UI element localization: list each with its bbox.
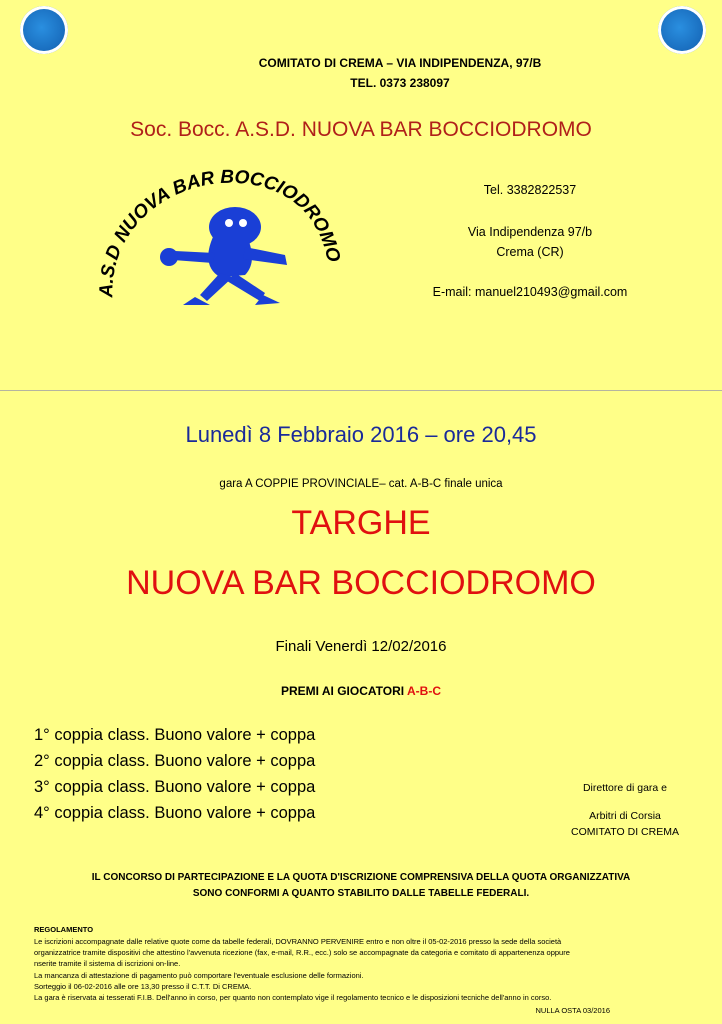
rules-line: nserite tramite il sistema di iscrizioni on-line.: [34, 959, 181, 969]
prizes-label: PREMI AI GIOCATORI: [280, 684, 405, 698]
event-date: Lunedì 8 Febbraio 2016 – ore 20,45: [185, 422, 537, 447]
club-name: Soc. Bocc. A.S.D. NUOVA BAR BOCCIODROMO: [130, 118, 592, 141]
prize-item: 1° coppia class. Buono valore + coppa: [34, 726, 316, 744]
contact-email: E-mail: manuel210493@gmail.com: [432, 285, 628, 299]
nulla-osta: NULLA OSTA 03/2016: [535, 1006, 610, 1015]
club-logo: [95, 165, 355, 315]
officials-line2: Arbitri di Corsia: [589, 810, 661, 822]
bowler-figure-icon: [95, 165, 355, 315]
finals-date: Finali Venerdì 12/02/2016: [275, 638, 447, 655]
rules-text: [34, 936, 704, 1003]
contact-phone: Tel. 3382822537: [483, 183, 577, 197]
rules-title: REGOLAMENTO: [34, 925, 94, 934]
rules-line: La mancanza di attestazione di pagamento può comportare l'eventuale esclusione delle formazioni.: [34, 970, 364, 980]
event-title-name: NUOVA BAR BOCCIODROMO: [126, 564, 596, 602]
prize-item: 4° coppia class. Buono valore + coppa: [34, 804, 316, 822]
fib-logo-circle-icon: [20, 6, 68, 54]
rules-line: Sorteggio il 06-02-2016 alle ore 13,30 presso il C.T.T. Di CREMA.: [34, 981, 252, 991]
logo-arc-text: A.S.D NUOVA BAR BOCCIODROMO: [96, 166, 344, 298]
prizes-categories: A-B-C: [407, 684, 441, 698]
notice-line1: IL CONCORSO DI PARTECIPAZIONE E LA QUOTA D'ISCRIZIONE COMPRENSIVA DELLA QUOTA ORGANIZZATIVA: [91, 872, 631, 883]
rules-line: Le iscrizioni accompagnate dalle relative quote come da tabelle federali, DOVRANNO PERVENIRE entro e non oltre il 05-02-2016 presso la sede della società: [34, 937, 562, 946]
rules-line: La gara è riservata ai tesserati F.I.B. Dell'anno in corso, per quanto non contemplato vige il regolamento tecnico e le disposizioni tecniche dell'anno in corso.: [34, 993, 552, 1003]
notice-line2: SONO CONFORMI A QUANTO STABILITO DALLE TABELLE FEDERALI.: [192, 888, 530, 899]
fib-logo-circle-icon: [658, 6, 706, 54]
prize-item: 3° coppia class. Buono valore + coppa: [34, 778, 316, 796]
officials-line3: COMITATO DI CREMA: [571, 826, 679, 838]
event-subtitle: gara A COPPIE PROVINCIALE– cat. A-B-C finale unica: [219, 478, 503, 490]
officials-line1: Direttore di gara e: [582, 782, 668, 794]
committee-phone: TEL. 0373 238097: [350, 76, 450, 90]
contact-address: Via Indipendenza 97/b: [467, 225, 593, 239]
section-divider: [0, 390, 722, 391]
rules-line: organizzatrice tramite dispositivi che attestino l'avvenuta ricezione (fax, e-mail, R.R., ecc.) solo se accompagnate da categoria e comitato di appartenenza oppure: [34, 948, 570, 958]
prizes-heading: [0, 684, 722, 698]
event-title: TARGHE: [291, 504, 431, 542]
committee-address: COMITATO DI CREMA – VIA INDIPENDENZA, 97/B: [258, 56, 542, 70]
fib-logo-left: [20, 6, 72, 58]
prize-list: [34, 722, 434, 826]
prize-item: 2° coppia class. Buono valore + coppa: [34, 752, 316, 770]
fib-logo-right: [658, 6, 710, 58]
contact-city: Crema (CR): [496, 245, 564, 259]
